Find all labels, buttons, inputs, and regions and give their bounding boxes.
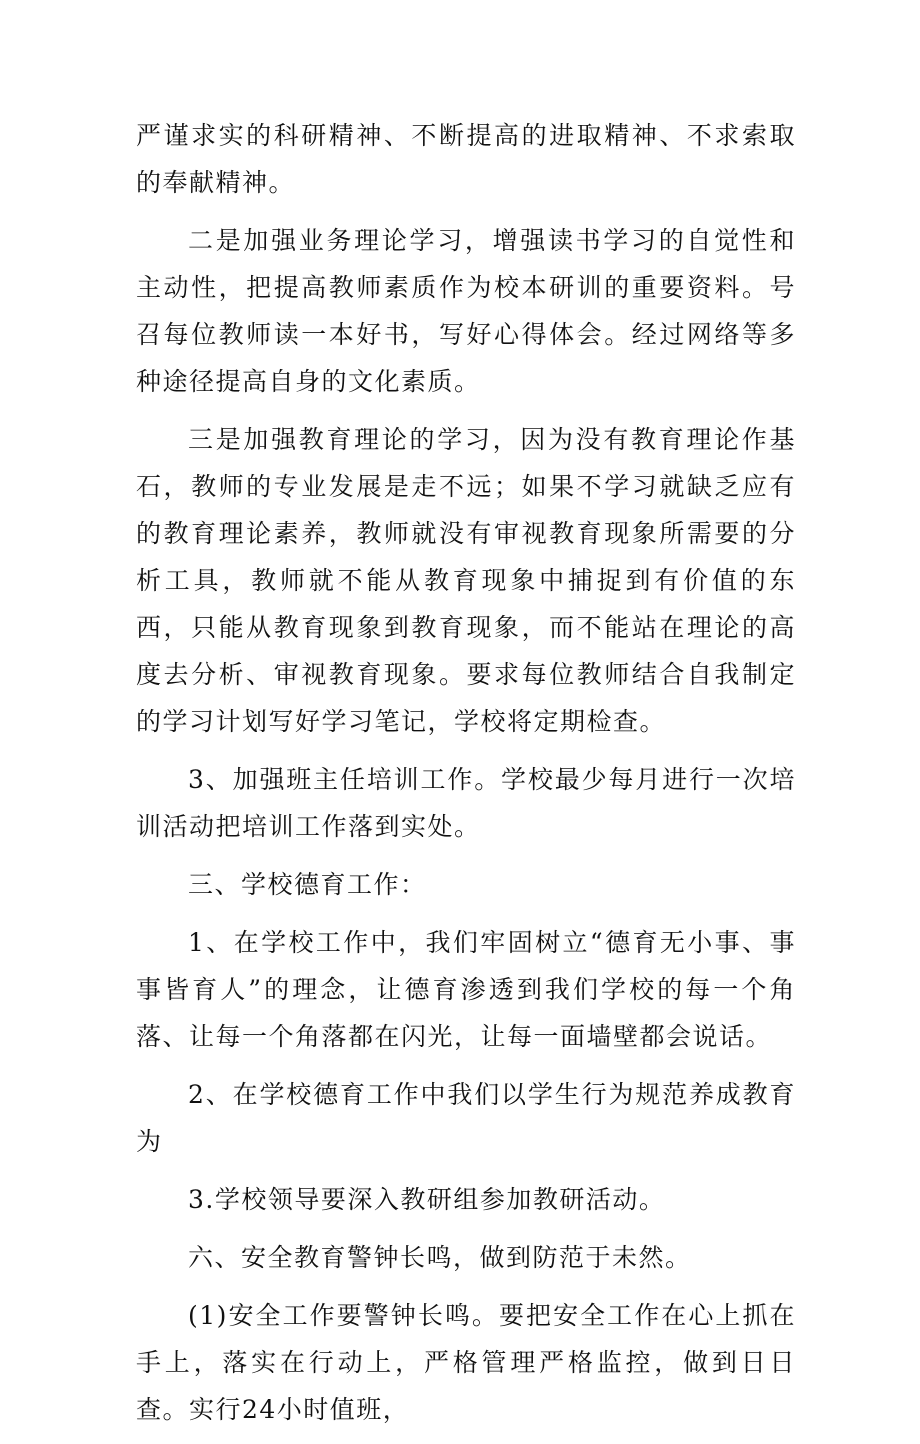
document-body [136,112,796,1444]
paragraph-7: 2、在学校德育工作中我们以学生行为规范养成教育为 [136,1080,796,1156]
paragraph-3: 三是加强教育理论的学习，因为没有教育理论作基石，教师的专业发展是走不远；如果不学习就缺乏应有的教育理论素养，教师就没有审视教育现象所需要的分析工具，教师就不能从教育现象中捕捉到有价值的东西，只能从教育现象到教育现象，而不能站在理论的高度去分析、审视教育现象。要求每位教师结合自我制定的学习计划写好学习笔记，学校将定期检查。 [136,425,796,736]
section-heading-safety-education: 六、安全教育警钟长鸣，做到防范于未然。 [188,1243,692,1272]
paragraph-8: 3.学校领导要深入教研组参加教研活动。 [188,1185,666,1214]
section-heading-moral-education: 三、学校德育工作： [188,870,427,899]
paragraph-4: 3、加强班主任培训工作。学校最少每月进行一次培训活动把培训工作落到实处。 [136,765,796,841]
paragraph-2: 二是加强业务理论学习，增强读书学习的自觉性和主动性，把提高教师素质作为校本研训的重要资料。号召每位教师读一本好书，写好心得体会。经过网络等多种途径提高自身的文化素质。 [136,226,796,396]
paragraph-1: 严谨求实的科研精神、不断提高的进取精神、不求索取的奉献精神。 [136,121,796,197]
paragraph-6: 1、在学校工作中，我们牢固树立“德育无小事、事事皆育人”的理念，让德育渗透到我们学校的每一个角落、让每一个角落都在闪光，让每一面墙壁都会说话。 [136,928,796,1051]
paragraph-10: (1)安全工作要警钟长鸣。要把安全工作在心上抓在手上，落实在行动上，严格管理严格监控，做到日日查。实行24小时值班， [136,1301,796,1424]
